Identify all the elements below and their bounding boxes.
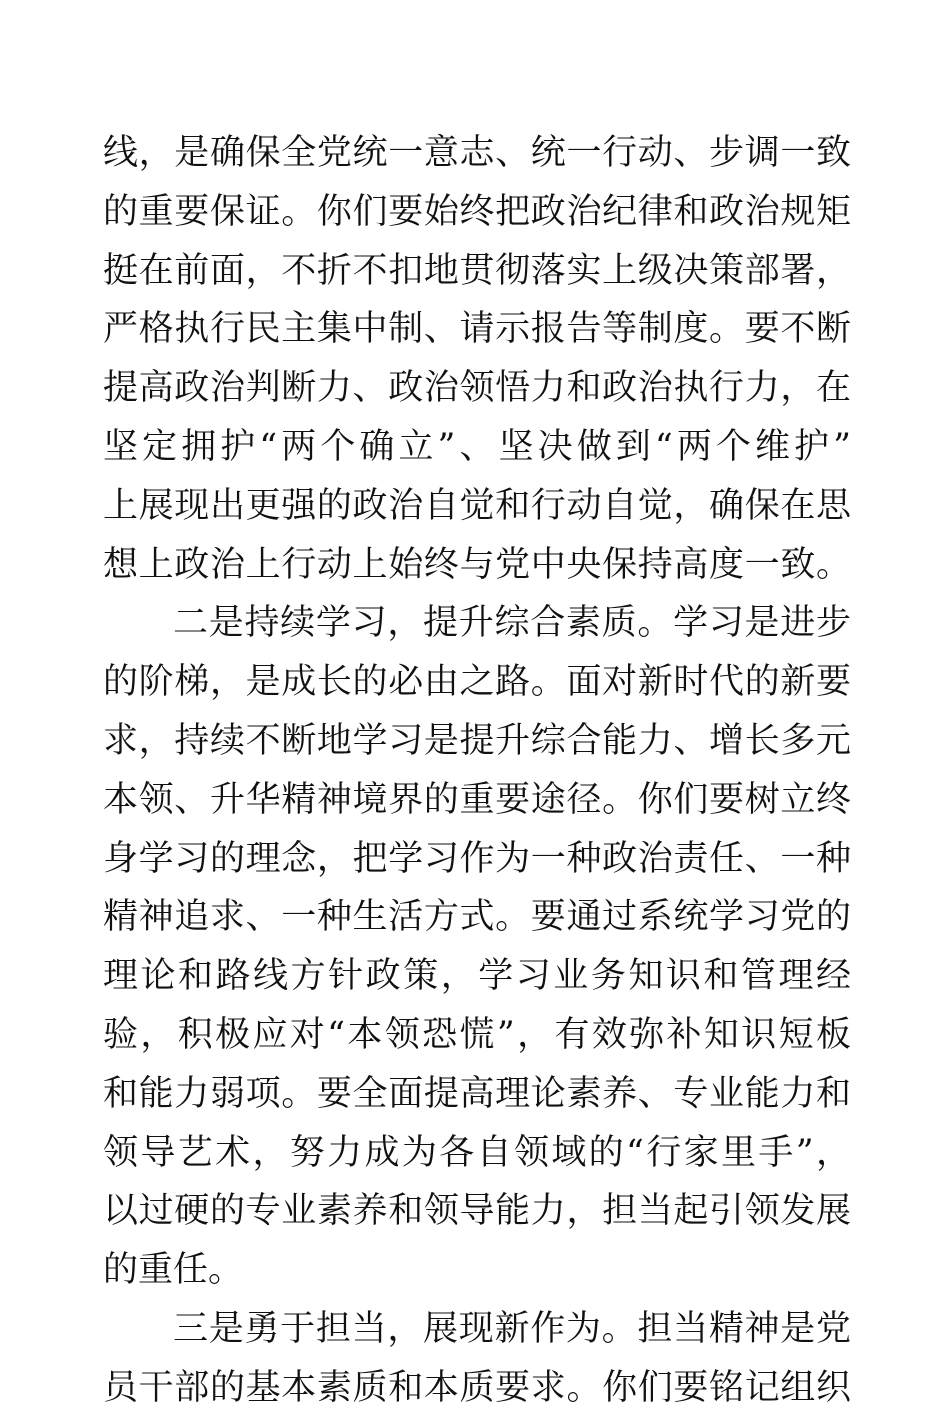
text-line: 想上政治上行动上始终与党中央保持高度一致。	[103, 544, 851, 585]
text-line: 和能力弱项。要全面提高理论素养、专业能力和	[103, 1073, 851, 1114]
text-line: 理论和路线方针政策，学习业务知识和管理经	[103, 956, 851, 997]
text-line: 的重要保证。你们要始终把政治纪律和政治规矩	[103, 191, 851, 232]
text-line: 求，持续不断地学习是提升综合能力、增长多元	[103, 720, 851, 761]
body-text	[103, 124, 851, 1418]
text-line: 上展现出更强的政治自觉和行动自觉，确保在思	[103, 485, 851, 526]
text-line: 挺在前面，不折不扣地贯彻落实上级决策部署，	[103, 250, 851, 291]
paragraph-start-line: 三是勇于担当，展现新作为。担当精神是党	[173, 1308, 851, 1349]
paragraph-start-line: 二是持续学习，提升综合素质。学习是进步	[173, 603, 851, 644]
text-line: 精神追求、一种生活方式。要通过系统学习党的	[103, 897, 851, 938]
text-line: 领导艺术，努力成为各自领域的“行家里手”，	[103, 1132, 851, 1173]
text-line: 提高政治判断力、政治领悟力和政治执行力，在	[103, 368, 851, 409]
text-line: 线，是确保全党统一意志、统一行动、步调一致	[103, 133, 851, 173]
text-line: 验，积极应对“本领恐慌”，有效弥补知识短板	[103, 1014, 851, 1055]
paragraph-end-line: 的重任。	[103, 1250, 244, 1291]
text-line: 严格执行民主集中制、请示报告等制度。要不断	[103, 309, 851, 350]
text-line: 坚定拥护“两个确立”、坚决做到“两个维护”	[103, 426, 851, 467]
text-line: 员干部的基本素质和本质要求。你们要铭记组织	[103, 1367, 851, 1408]
text-line: 本领、升华精神境界的重要途径。你们要树立终	[103, 779, 851, 820]
text-line: 身学习的理念，把学习作为一种政治责任、一种	[103, 838, 851, 879]
text-line: 以过硬的专业素养和领导能力，担当起引领发展	[103, 1191, 851, 1232]
text-line: 的阶梯，是成长的必由之路。面对新时代的新要	[103, 662, 851, 703]
